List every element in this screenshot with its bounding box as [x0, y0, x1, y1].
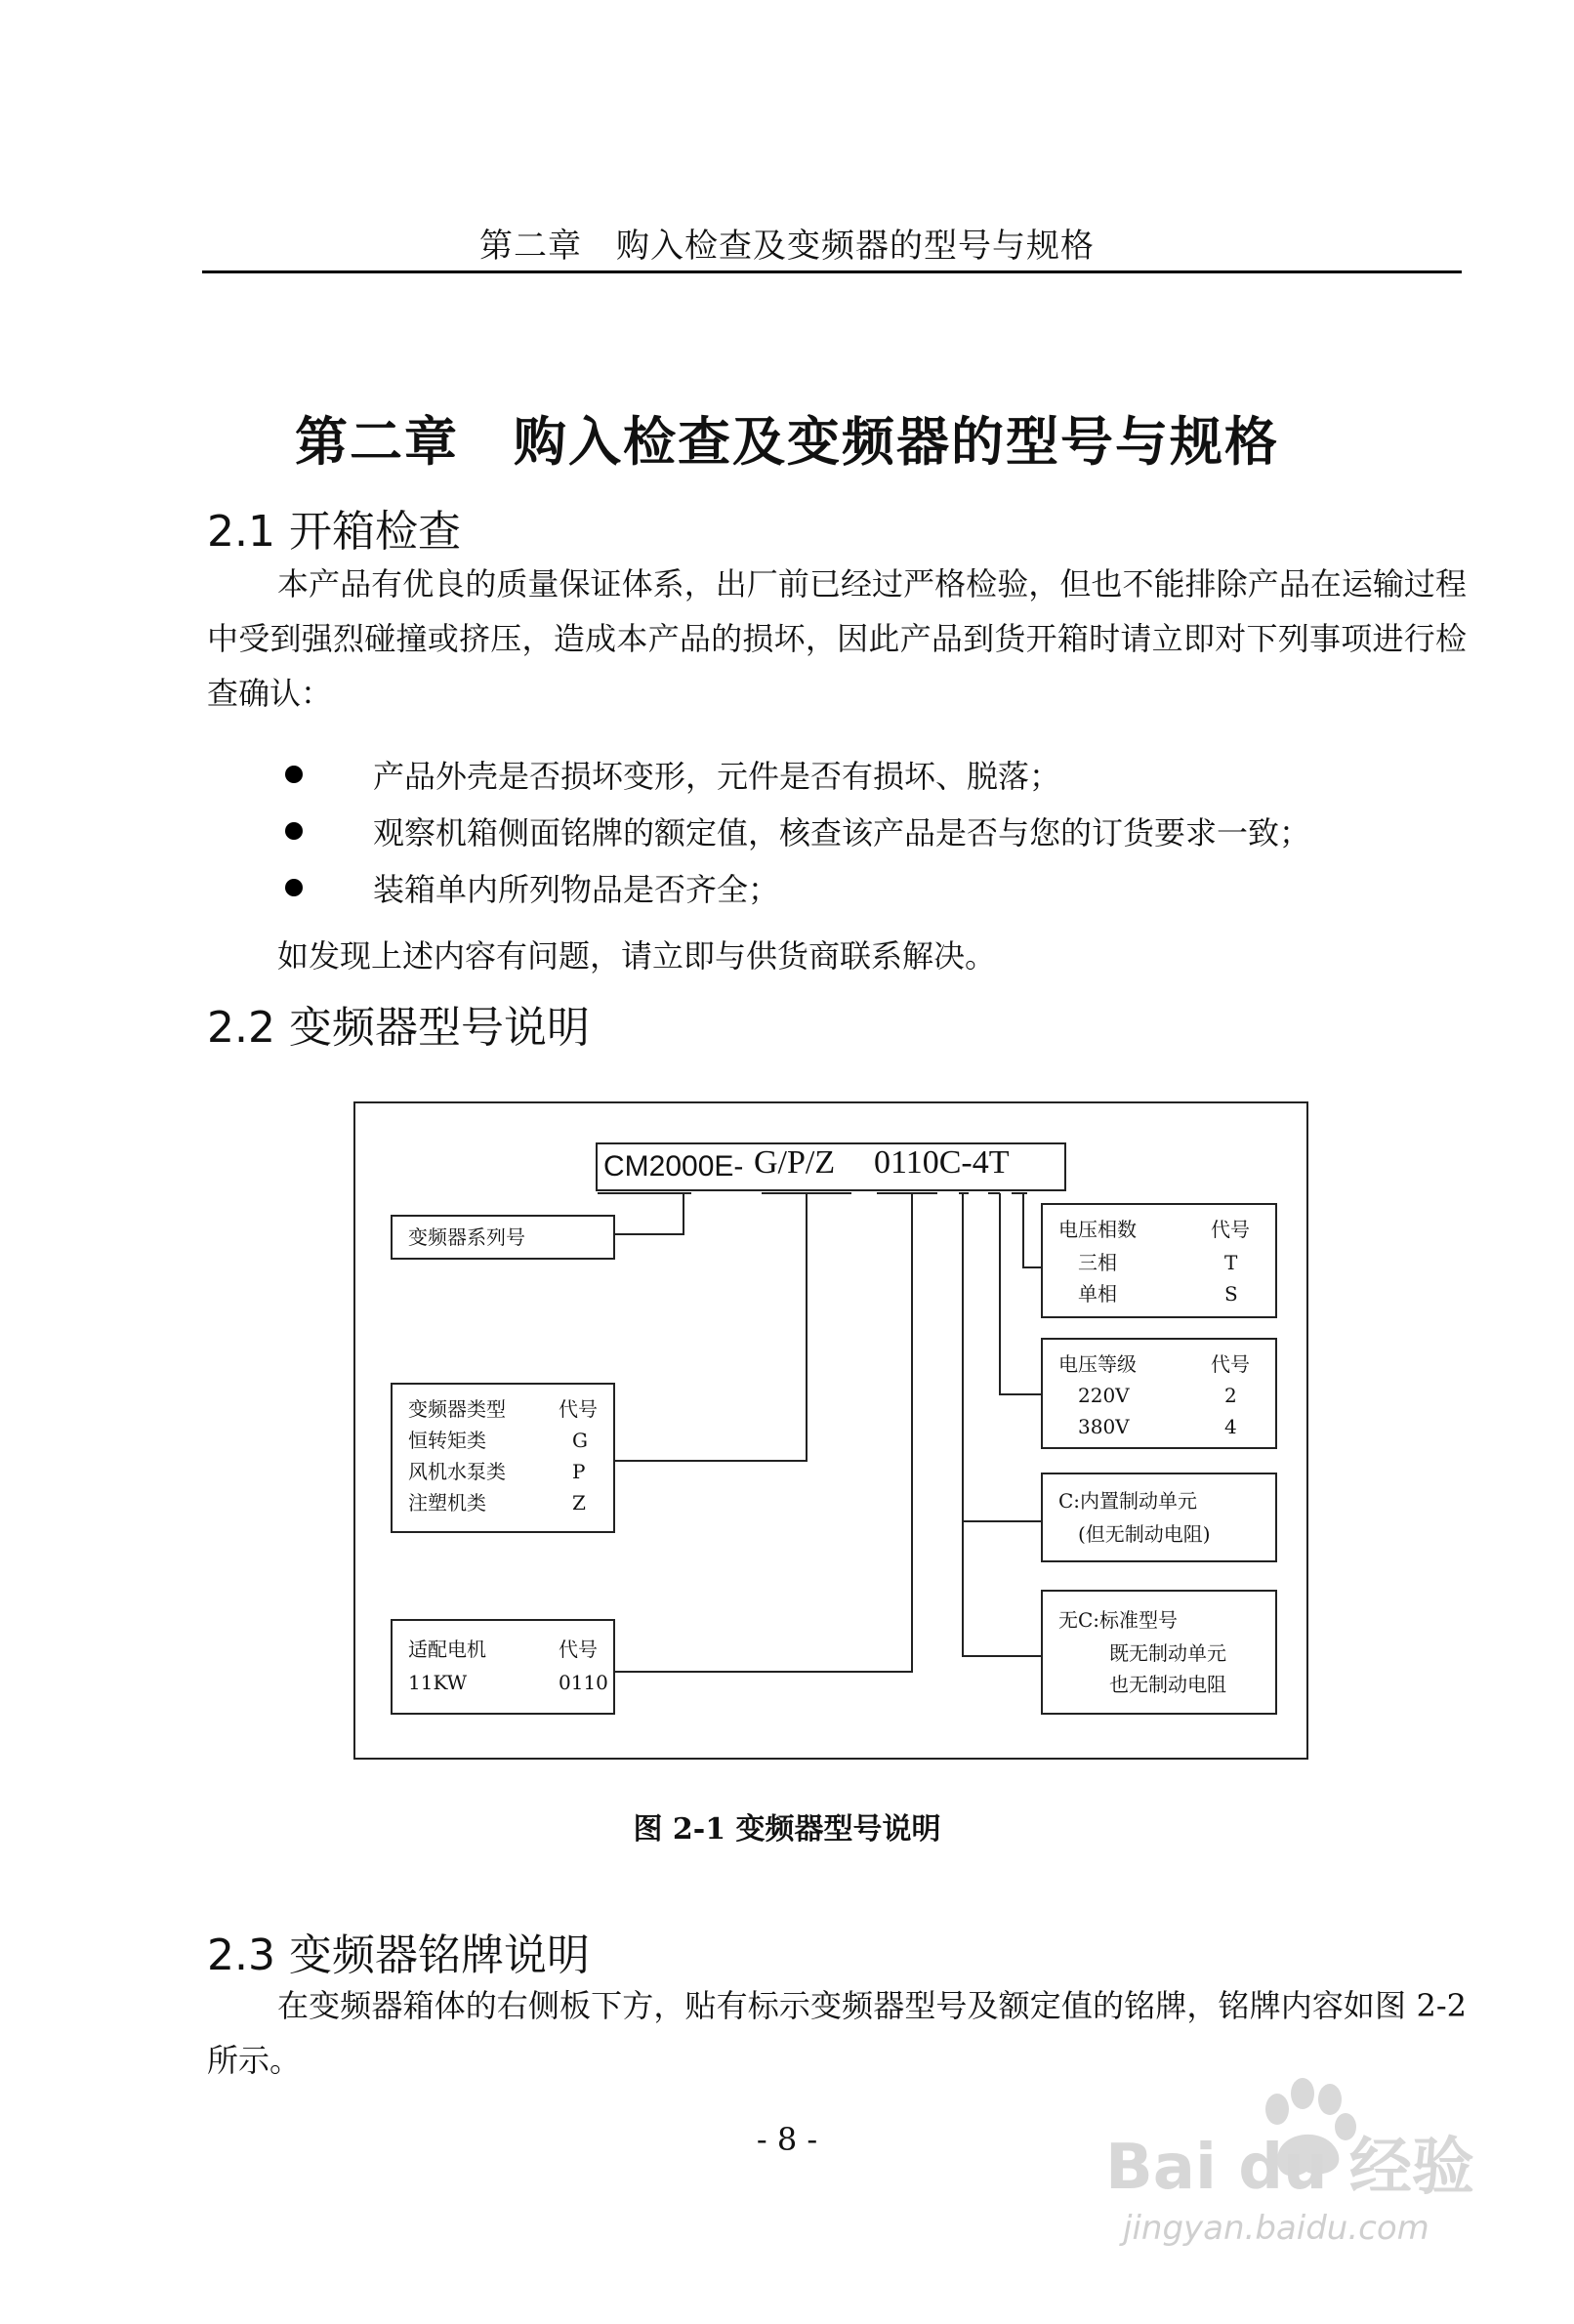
connector-phase	[1023, 1193, 1041, 1267]
standard-box	[1041, 1590, 1277, 1715]
connector-voltage	[1000, 1193, 1041, 1394]
brake-line: C:内置制动单元	[1058, 1489, 1198, 1513]
type-row-name: 风机水泵类	[408, 1460, 506, 1483]
page-number: - 8 -	[756, 2121, 818, 2158]
voltage-header-name: 电压等级	[1058, 1352, 1137, 1376]
model-type: G/P/Z	[754, 1144, 836, 1181]
type-box	[391, 1383, 615, 1533]
figure-caption: 图 2-1 变频器型号说明	[633, 1812, 941, 1847]
phase-box	[1041, 1203, 1277, 1318]
connector-brake	[963, 1193, 1041, 1521]
brake-line: (但无制动电阻)	[1078, 1522, 1211, 1546]
connector-motor	[615, 1193, 912, 1672]
type-row-code: P	[572, 1460, 586, 1483]
motor-row-name: 11KW	[408, 1671, 468, 1694]
type-row-name: 注塑机类	[408, 1491, 486, 1515]
type-row-name: 恒转矩类	[408, 1429, 486, 1452]
type-row-code: Z	[572, 1491, 586, 1515]
motor-header-code: 代号	[559, 1638, 598, 1661]
type-header-name: 变频器类型	[408, 1397, 506, 1421]
model-code: 0110C-4T	[874, 1144, 1010, 1181]
section-1-intro: 本产品有优良的质量保证体系，出厂前已经过严格检验，但也不能排除产品在运输过程中受到强烈碰撞或挤压，造成本产品的损坏，因此产品到货开箱时请立即对下列事项进行检查确认：	[207, 565, 1467, 712]
section-heading-2-2: 2.2 变频器型号说明	[207, 1003, 590, 1053]
connector-series	[615, 1193, 683, 1234]
standard-line: 既无制动单元	[1109, 1641, 1226, 1665]
type-header-code: 代号	[559, 1397, 598, 1421]
voltage-row-code: 4	[1224, 1415, 1237, 1438]
phase-header-code: 代号	[1211, 1218, 1250, 1241]
watermark-url: jingyan.baidu.com	[1123, 2209, 1429, 2248]
chapter-title: 第二章 购入检查及变频器的型号与规格	[295, 411, 1279, 473]
connector-standard	[963, 1521, 1041, 1656]
bullet-item: 产品外壳是否损坏变形，元件是否有损坏、脱落；	[373, 758, 1061, 795]
phase-row-name: 单相	[1078, 1282, 1117, 1306]
motor-box	[391, 1619, 615, 1715]
voltage-row-name: 380V	[1078, 1415, 1130, 1438]
section-1-closing: 如发现上述内容有问题，请立即与供货商联系解决。	[277, 937, 997, 975]
voltage-row-code: 2	[1224, 1384, 1237, 1407]
section-heading-2-1: 2.1 开箱检查	[207, 507, 461, 557]
voltage-header-code: 代号	[1211, 1352, 1250, 1376]
phase-row-code: T	[1224, 1251, 1238, 1274]
phase-row-code: S	[1224, 1282, 1238, 1306]
voltage-row-name: 220V	[1078, 1384, 1130, 1407]
motor-header-name: 适配电机	[408, 1638, 486, 1661]
running-header: 第二章 购入检查及变频器的型号与规格	[479, 227, 1095, 266]
model-prefix: CM2000E-	[603, 1150, 744, 1183]
phase-header-name: 电压相数	[1058, 1218, 1137, 1241]
bullet-item: 观察机箱侧面铭牌的额定值，核查该产品是否与您的订货要求一致；	[373, 814, 1311, 851]
series-box	[391, 1215, 615, 1260]
standard-line: 无C:标准型号	[1058, 1608, 1179, 1632]
section-3-text: 在变频器箱体的右侧板下方，贴有标示变频器型号及额定值的铭牌，铭牌内容如图 2-2 所示。	[207, 1987, 1467, 2079]
series-label: 变频器系列号	[408, 1225, 525, 1249]
bullet-item: 装箱单内所列物品是否齐全；	[373, 871, 780, 908]
standard-line: 也无制动电阻	[1109, 1673, 1226, 1696]
motor-row-code: 0110	[559, 1671, 608, 1694]
type-row-code: G	[572, 1429, 588, 1452]
section-heading-2-3: 2.3 变频器铭牌说明	[207, 1930, 590, 1980]
phase-row-name: 三相	[1078, 1251, 1117, 1274]
voltage-box	[1041, 1338, 1277, 1449]
brake-box	[1041, 1473, 1277, 1562]
watermark-logo: Bai du 经验	[1105, 2132, 1474, 2204]
